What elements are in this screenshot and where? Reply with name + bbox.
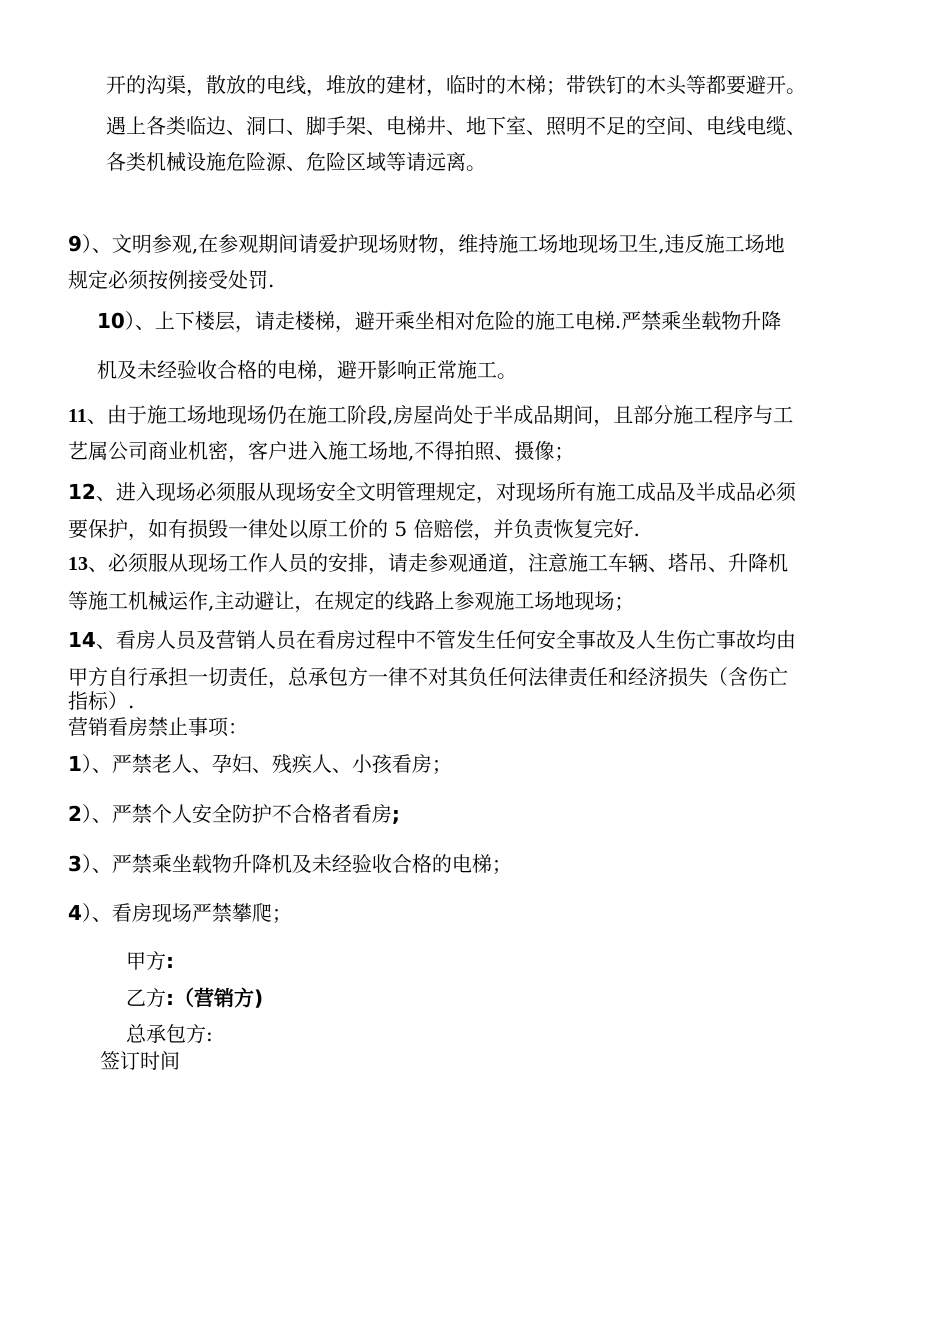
item-12-line-1 — [68, 479, 796, 505]
intro-line-3: 各类机械设施危险源、危险区域等请远离。 — [106, 150, 486, 174]
item-11-number: 11 — [68, 405, 87, 427]
party-a-colon: : — [166, 949, 174, 973]
prohibited-item-2 — [68, 801, 400, 827]
signature-date: 签订时间 — [100, 1049, 180, 1073]
signature-contractor: 总承包方: — [126, 1022, 213, 1046]
prohibited-item-4-text: ）、看房现场严禁攀爬； — [81, 901, 292, 925]
item-14-line-1 — [68, 627, 796, 653]
prohibited-item-3-number: 3 — [68, 852, 82, 876]
item-10-text: ）、上下楼层，请走楼梯，避开乘坐相对危险的施工电梯.严禁乘坐载物升降 — [124, 309, 782, 333]
signature-party-a — [126, 948, 174, 974]
prohibited-item-1-text: ）、严禁老人、孕妇、残疾人、小孩看房； — [81, 752, 452, 776]
intro-line-2: 遇上各类临边、洞口、脚手架、电梯井、地下室、照明不足的空间、电线电缆、 — [106, 114, 806, 138]
intro-line-1: 开的沟渠，散放的电线，堆放的建材，临时的木梯；带铁钉的木头等都要避开。 — [106, 73, 806, 97]
prohibited-item-2-number: 2 — [68, 802, 82, 826]
item-13-line-1 — [68, 550, 788, 577]
prohibited-item-1-number: 1 — [68, 752, 82, 776]
prohibited-item-4 — [68, 900, 292, 926]
item-14-line-2: 甲方自行承担一切责任，总承包方一律不对其负任何法律责任和经济损失（含伤亡 — [68, 665, 788, 689]
item-13-text: 、必须服从现场工作人员的安排，请走参观通道，注意施工车辆、塔吊、升降机 — [88, 551, 788, 575]
item-11-line-2: 艺属公司商业机密，客户进入施工场地,不得拍照、摄像； — [68, 439, 575, 463]
item-12-line-2: 要保护，如有损毁一律处以原工价的 5 倍赔偿，并负责恢复完好. — [68, 517, 640, 541]
party-b-suffix: :（营销方) — [166, 986, 264, 1010]
item-11-text: 、由于施工场地现场仍在施工阶段,房屋尚处于半成品期间，且部分施工程序与工 — [86, 403, 794, 427]
item-14-text: 、看房人员及营销人员在看房过程中不管发生任何安全事故及人生伤亡事故均由 — [95, 628, 796, 652]
prohibited-item-1 — [68, 751, 452, 777]
prohibited-heading: 营销看房禁止事项： — [68, 715, 248, 739]
item-9-number: 9 — [68, 232, 82, 256]
item-13-line-2: 等施工机械运作,主动避让，在规定的线路上参观施工场地现场； — [68, 589, 635, 613]
item-13-number: 13 — [68, 553, 88, 575]
item-11-line-1 — [68, 402, 793, 429]
item-12-text: 、进入现场必须服从现场安全文明管理规定，对现场所有施工成品及半成品必须 — [95, 480, 796, 504]
prohibited-item-2-text: ）、严禁个人安全防护不合格者看房 — [81, 802, 392, 826]
prohibited-item-2-tail: ; — [391, 802, 400, 826]
prohibited-item-3-text: ）、严禁乘坐载物升降机及未经验收合格的电梯； — [81, 852, 512, 876]
item-12-number: 12 — [68, 480, 96, 504]
party-a-label: 甲方 — [126, 949, 166, 973]
item-14-line-3: 指标）. — [68, 689, 135, 713]
item-14-number: 14 — [68, 628, 96, 652]
signature-party-b — [126, 985, 263, 1011]
item-10-line-1 — [97, 308, 781, 334]
item-9-line-2: 规定必须按例接受处罚. — [68, 268, 275, 292]
party-b-label: 乙方 — [126, 986, 166, 1010]
prohibited-item-3 — [68, 851, 512, 877]
item-9-line-1 — [68, 231, 785, 257]
item-10-number: 10 — [97, 309, 125, 333]
prohibited-item-4-number: 4 — [68, 901, 82, 925]
item-9-text: ）、文明参观,在参观期间请爱护现场财物，维持施工场地现场卫生,违反施工场地 — [81, 232, 785, 256]
item-10-line-2: 机及未经验收合格的电梯，避开影响正常施工。 — [97, 358, 517, 382]
